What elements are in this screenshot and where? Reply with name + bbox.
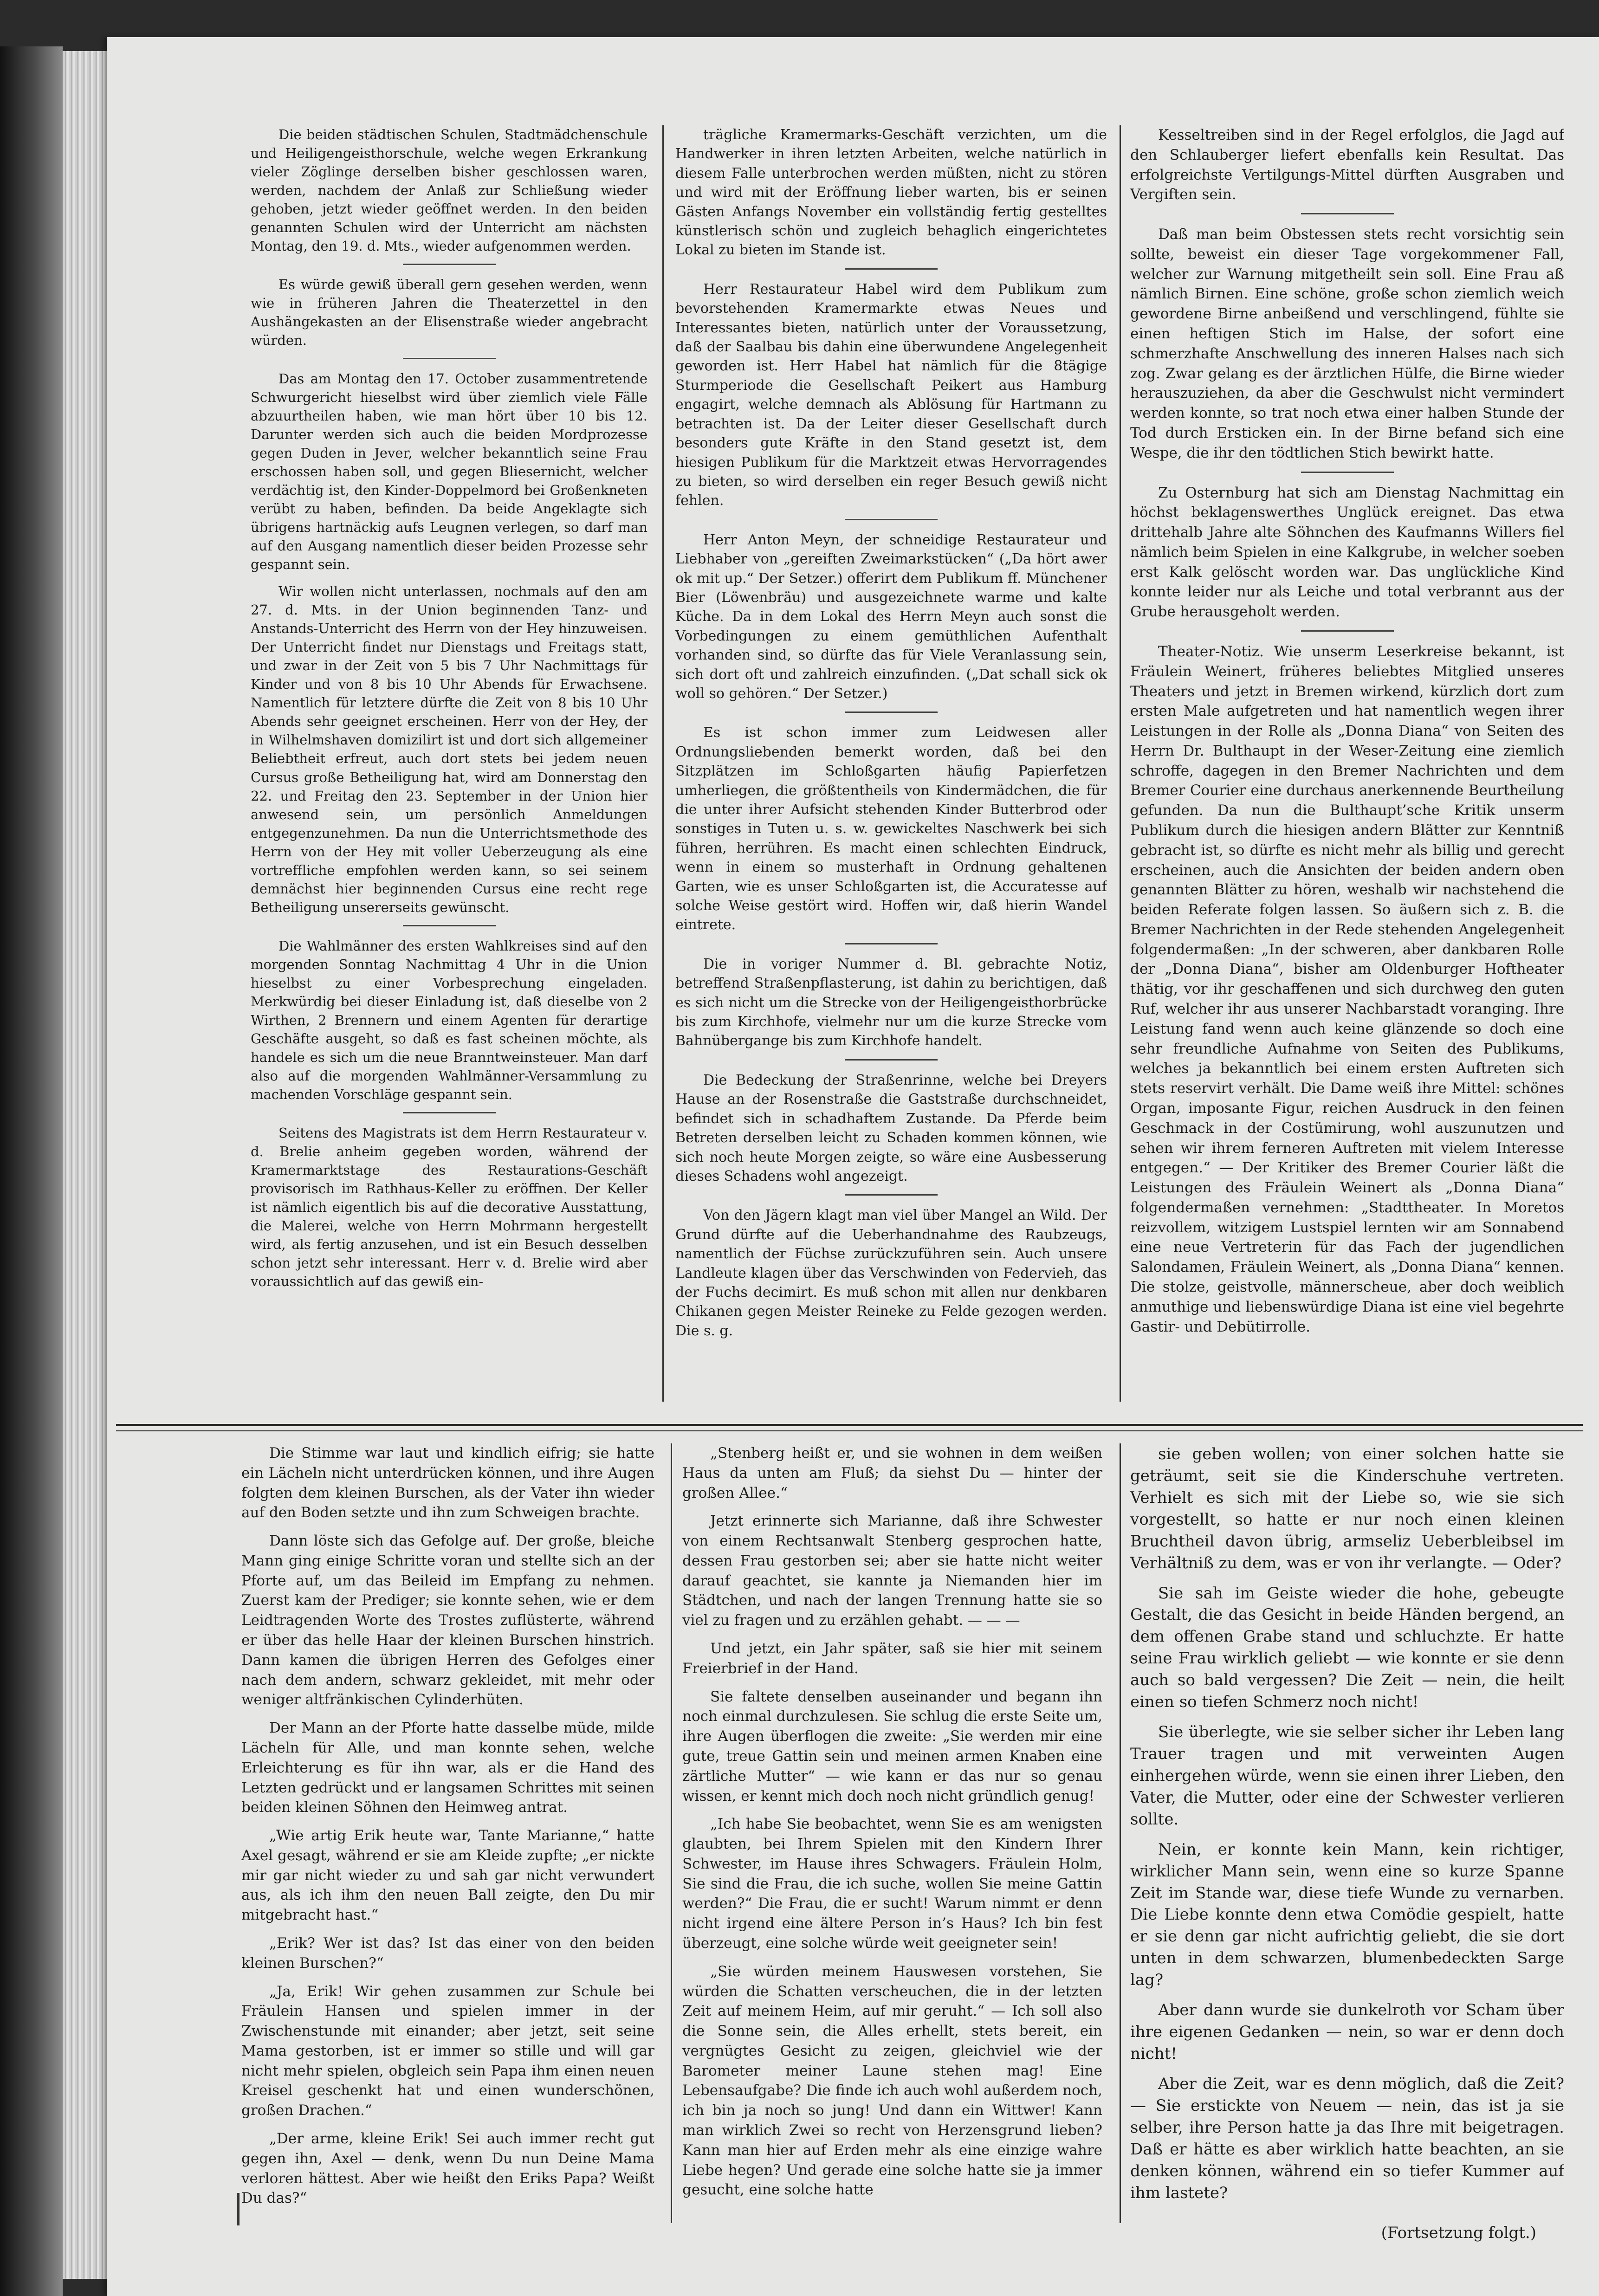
book-spine-shadow <box>0 46 63 2296</box>
column-rule <box>662 125 664 1402</box>
continuation-note: (Fortsetzung folgt.) <box>1381 2224 1536 2243</box>
article-obstessen: Daß man beim Obstessen stets recht vorsichtig sein sollte, beweist ein dieser Tage vorgekommener Fall, welcher zur Warnung mitgetheilt sein soll. Eine Frau aß nämlich Birnen. Eine schöne, große schon ziemlich weich gewordene Birne anbeißend und verschlingend, fühlte sie einen heftigen Stich im Halse, der sofort eine schmerzhafte Anschwellung des inneren Halses nach sich zog. Zwar gelang es der ärztlichen Hülfe, die Birne wieder herauszuziehen, da aber die Geschwulst nicht vermindert werden konnte, so trat noch etwa einer halben Stunde der Tod durch Ersticken ein. In der Birne befand sich eine Wespe, die ihr den tödtlichen Stich bewirkt hatte. <box>1130 226 1564 461</box>
article-strassenpflasterung: Die in voriger Nummer d. Bl. gebrachte Notiz, betreffend Straßenpflasterung, ist dahin zu berichtigen, daß es sich nicht um die Strecke von der Heiligengeisthorbrücke bis zum Kirchhofe, vielmehr nur um die kurze Strecke vom Bahnübergange bis zum Kirchhofe handelt. <box>675 956 1107 1049</box>
story-paragraph: Jetzt erinnerte sich Marianne, daß ihre Schwester von einem Rechtsanwalt Stenberg gesprochen hatte, dessen Frau gestorben sei; aber sie hatte nicht weiter darauf geachtet, sie kannte ja Niemanden hier im Städtchen, und nach der langen Trennung hatte sie so viel zu fragen und zu erzählen gehabt. — — — <box>682 1513 1102 1629</box>
story-paragraph: Aber dann wurde sie dunkelroth vor Scham über ihre eigenen Gedanken — nein, so war er denn doch nicht! <box>1130 2001 1564 2063</box>
lower-column-3 <box>1130 1443 1564 2260</box>
story-paragraph: sie geben wollen; von einer solchen hatte sie geträumt, seit sie die Kinderschuhe vertreten. Verhielt es sich mit der Liebe so, wie sie sich vorgestellt, so hatte er nur noch einen kleinen Bruchtheil davon übrig, armseliz Ueberbleibsel im Verhältniß zu dem, was er von ihr verlangte. — Oder? <box>1130 1445 1564 1572</box>
article-strassenrinne: Die Bedeckung der Straßenrinne, welche bei Dreyers Hause an der Rosenstraße die Gaststraße durchschneidet, befindet sich in schadhaftem Zustande. Da Pferde beim Betreten derselben leicht zu Schaden kommen können, wie sich noch heute Morgen zeigte, so wäre eine Ausbesserung dieses Schadens wohl angezeigt. <box>675 1072 1107 1184</box>
article-theater-notiz: Theater-Notiz. Wie unserm Leserkreise bekannt, ist Fräulein Weinert, früheres beliebtes Mitglied unseres Theaters und jetzt in Bremen wirkend, kürzlich dort zum ersten Male aufgetreten und hat namentlich wegen ihrer Leistungen in der Rolle als „Donna Diana“ von Seiten des Herrn Dr. Bulthaupt in der Weser-Zeitung eine ziemlich schroffe, dagegen in den Bremer Nachrichten und dem Bremer Courier eine durchaus anerkennende Beurtheilung gefunden. Da nun die Bulthaupt’sche Kritik unserm Publikum durch die hiesigen andern Blätter zur Kenntniß gebracht ist, so dürfte es nicht mehr als billig und gerecht erscheinen, auch die Ansichten der beiden andern oben genannten Blätter zu hören, weshalb wir nachstehend die beiden Referate folgen lassen. So äußern sich z. B. die Bremer Nachrichten in der Rede stehenden Angelegenheit folgendermaßen: „In der schweren, aber dankbaren Rolle der „Donna Diana“, bisher am Oldenburger Hoftheater thätig, vor ihr geschaffenen und sich durchweg den guten Ruf, welcher ihr aus unserer Nachbarstadt voranging. Ihre Leistung fand wenn auch keine glänzende so doch eine sehr freundliche Aufnahme von Seiten des Publikums, welches ja bekanntlich bei einem ersten Auftreten sich stets reservirt verhält. Die Dame weiß ihre Mittel: schönes Organ, imposante Figur, reichen Ausdruck in den feinen Geschmack in der Costümirung, wohl auszunutzen und sehen wir ihrem ferneren Auftreten mit vielem Interesse entgegen.“ — Der Kritiker des Bremer Courier läßt die Leistungen des Fräulein Weinert als „Donna Diana“ folgendermaßen vernehmen: „Stadttheater. In Moretos reizvollem, witzigem Lustspiel lernten wir am Sonnabend eine neue Vertreterin für das Fach der jugendlichen Salondamen, Fräulein Weinert, als „Donna Diana“ kennen. Die stolze, geistvolle, männerscheue, aber doch weiblich anmuthige und liebenswürdige Diana ist eine viel begehrte Gastir- und Debütirrolle. <box>1130 643 1564 1335</box>
separator <box>403 925 496 926</box>
story-paragraph: „Ich habe Sie beobachtet, wenn Sie es am wenigsten glaubten, bei Ihrem Spielen mit den Kindern Ihrer Schwester, im Hause ihres Schwagers. Fräulein Holm, Sie sind die Frau, die ich suche, wollen Sie meine Gattin werden?“ Die Frau, die er sucht! Warum nimmt er denn nicht irgend eine ältere Person in’s Haus? Ich bin fest überzeugt, eine solche würde weit geeigneter sein! <box>682 1816 1102 1952</box>
lower-column-1 <box>241 1443 654 2260</box>
story-paragraph: Die Stimme war laut und kindlich eifrig; sie hatte ein Lächeln nicht unterdrücken können, und ihre Augen folgten dem kleinen Burschen, als der Vater ihn wieder auf den Boden setzte und ihn zum Schweigen brachte. <box>241 1445 654 1521</box>
article-tanzunterricht: Wir wollen nicht unterlassen, nochmals auf den am 27. d. Mts. in der Union beginnenden Tanz- und Anstands-Unterricht des Herrn von der Hey hinzuweisen. Der Unterricht findet nur Dienstags und Freitags statt, und zwar in der Zeit von 5 bis 7 Uhr Nachmittags für Kinder und von 8 bis 10 Uhr Abends für Erwachsene. Namentlich für letztere dürfte die Zeit von 8 bis 10 Uhr Abends sehr geeignet erscheinen. Herr von der Hey, der in Wilhelmshaven domizilirt ist und dort sich allgemeiner Beliebtheit erfreut, auch dort stets bei jedem neuen Cursus große Betheiligung hat, wird am Donnerstag den 22. und Freitag den 23. September in der Union hier anwesend sein, um persönlich Anmeldungen entgegenzunehmen. Da nun die Unterrichtsmethode des Herrn von der Hey mit voller Ueberzeugung als eine vortreffliche empfohlen werden kann, so sei seinem demnächst hier beginnenden Cursus eine recht rege Betheiligung unsererseits gewünscht. <box>251 583 647 915</box>
column-rule <box>1120 125 1121 1402</box>
article-habel: Herr Restaurateur Habel wird dem Publikum zum bevorstehenden Kramermarkte etwas Neues und Interessantes bieten, natürlich unter der Voraussetzung, daß der Saalbau bis dahin eine überwundene Angelegenheit geworden ist. Herr Habel hat nämlich für die 8tägige Sturmperiode die Gesellschaft Peikert aus Hamburg engagirt, welche demnach als Ablösung für Hartmann zu betrachten ist. Da der Leiter dieser Gesellschaft durch besonders gute Kräfte in den Stand gesetzt ist, dem hiesigen Publikum für die Marktzeit etwas Hervorragendes zu bieten, so wird derselben ein reger Besuch gewiß nicht fehlen. <box>675 281 1107 509</box>
article-rathhaus-keller: Seitens des Magistrats ist dem Herrn Restaurateur v. d. Brelie anheim gegeben worden, während der Kramermarktstage des Restaurations-Geschäft provisorisch im Rathhaus-Keller zu eröffnen. Der Keller ist nämlich eigentlich bis auf die decorative Ausstattung, die Malerei, welche von Herrn Mohrmann hergestellt wird, als fertig anzusehen, und ist ein Besuch desselben schon jetzt sehr interessant. Herr v. d. Brelie wird aber voraussichtlich auf das gewiß ein- <box>251 1125 647 1289</box>
story-paragraph: Sie faltete denselben auseinander und begann ihn noch einmal durchzulesen. Sie schlug die erste Seite um, ihre Augen überflogen die zweite: „Sie werden mir eine gute, treue Gattin sein und meinen armen Knaben eine zärtliche Mutter“ — wie kann er das nur so genau wissen, er kennt mich doch noch nicht gründlich genug! <box>682 1688 1102 1804</box>
separator <box>845 519 938 520</box>
story-paragraph: Sie sah im Geiste wieder die hohe, gebeugte Gestalt, die das Gesicht in beide Händen bergend, an dem offenen Grabe stand und schluchzte. Er hatte seine Frau wirklich geliebt — wie konnte er sie denn auch so bald vergessen? Die Zeit — nein, die heilt einen so tiefen Schmerz noch nicht! <box>1130 1584 1564 1712</box>
separator <box>403 264 496 265</box>
article-wahlmaenner: Die Wahlmänner des ersten Wahlkreises sind auf den morgenden Sonntag Nachmittag 4 Uhr in die Union hieselbst zu einer Vorbesprechung eingeladen. Merkwürdig bei dieser Einladung ist, daß dieselbe von 2 Wirthen, 2 Brennern und einem Agenten für derartige Geschäfte ausgeht, so daß es fast scheinen möchte, als handele es sich um die neue Branntweinsteuer. Man darf also auf die morgenden Wahlmänner-Versammlung zu machenden Vorschläge gespannt sein. <box>251 938 647 1102</box>
separator <box>845 268 938 270</box>
margin-mark <box>237 2193 240 2225</box>
story-paragraph: „Der arme, kleine Erik! Sei auch immer recht gut gegen ihn, Axel — denk, wenn Du nun Deine Mama verloren hättest. Aber wie heißt den Eriks Papa? Weißt Du das?“ <box>241 2130 654 2207</box>
separator <box>403 358 496 359</box>
lower-column-2 <box>682 1443 1102 2260</box>
article-schulen: Die beiden städtischen Schulen, Stadtmädchenschule und Heiligengeisthorschule, welche wegen Erkrankung vieler Zöglinge derselben bisher geschlossen waren, werden, nachdem der Anlaß zur Schließung wieder gehoben, jetzt wieder geöffnet werden. In den beiden genannten Schulen wird der Unterricht am nächsten Montag, den 19. d. Mts., wieder aufgenommen werden. <box>251 127 647 254</box>
article-papierfetzen: Es ist schon immer zum Leidwesen aller Ordnungsliebenden bemerkt worden, daß bei den Sitzplätzen im Schloßgarten häufig Papierfetzen umherliegen, die größtentheils von Kindermädchen, die für die unter ihrer Aufsicht stehenden Kinder Butterbrod oder sonstiges in Tuten u. s. w. gewickeltes Naschwerk bei sich führen, herrühren. Es macht einen schlechten Eindruck, wenn in einem so musterhaft in Ordnung gehaltenen Garten, wie es unser Schloßgarten ist, die Accuratesse auf solche Weise gestört wird. Hoffen wir, daß hierin Wandel eintrete. <box>675 724 1107 933</box>
separator <box>1301 213 1394 214</box>
story-paragraph: Nein, er konnte kein Mann, kein richtiger, wirklicher Mann sein, wenn eine so kurze Spanne Zeit im Stande war, diese tiefe Wunde zu vernarben. Die Liebe konnte denn etwa Comödie gespielt, hatte er sie denn gar nicht aufrichtig geliebt, die sie dort unten in dem schwarzen, blumenbedeckten Sarge lag? <box>1130 1840 1564 1990</box>
feuilleton-divider-thin <box>116 1430 1583 1431</box>
article-osternburg: Zu Osternburg hat sich am Dienstag Nachmittag ein höchst beklagenswerthes Unglück ereignet. Das etwa drittehalb Jahre alte Söhnchen des Kaufmanns Willers fiel nämlich beim Spielen in eine Kalkgrube, in welcher soeben erst Kalk gelöscht worden war. Das unglückliche Kind konnte leider nur als Leiche und total verbrannt aus der Grube herausgeholt werden. <box>1130 484 1564 621</box>
article-meyn: Herr Anton Meyn, der schneidige Restaurateur und Liebhaber von „gereiften Zweimarkstücken“ („Da hört awer ok mit up.“ Der Setzer.) offerirt dem Publikum ff. Münchener Bier (Löwenbräu) und ausgezeichnete warme und kalte Küche. Da in dem Lokal des Herrn Meyn auch sonst die Vorbedingungen zu einem gemüthlichen Aufenthalt vorhanden sind, so dürfte das für Viele Veranlassung sein, sich dort oft und zahlreich einzufinden. („Dat schall sick ok woll so gehören.“ Der Setzer.) <box>675 531 1107 702</box>
page-edges <box>63 51 107 2279</box>
column-rule <box>1120 1443 1121 2223</box>
separator <box>845 943 938 944</box>
separator <box>1301 630 1394 632</box>
column-rule <box>671 1443 672 2223</box>
upper-column-1 <box>251 125 647 1402</box>
article-kesseltreiben: Kesseltreiben sind in der Regel erfolglos, die Jagd auf den Schlauberger liefert ebenfalls kein Resultat. Das erfolgreichste Vertilgungs-Mittel dürften Ausgraben und Vergiften sein. <box>1130 127 1564 203</box>
story-paragraph: „Wie artig Erik heute war, Tante Marianne,“ hatte Axel gesagt, während er sie am Kleide zupfte; „er nickte mir gar nicht wieder zu und sah gar nicht verwundert aus, als ich ihm den neuen Ball zeigte, den Du mir mitgebracht hast.“ <box>241 1827 654 1924</box>
upper-column-2 <box>675 125 1107 1402</box>
feuilleton-divider <box>116 1424 1583 1426</box>
separator <box>1301 472 1394 473</box>
story-paragraph: Der Mann an der Pforte hatte dasselbe müde, milde Lächeln für Alle, und man konnte sehen, welche Erleichterung es für ihn war, als er die Hand des Letzten gedrückt und er langsamen Schrittes mit seinen beiden kleinen Söhnen den Heimweg antrat. <box>241 1720 654 1816</box>
article-schwurgericht: Das am Montag den 17. October zusammentretende Schwurgericht hieselbst wird über ziemlich viele Fälle abzuurtheilen haben, wie man hört über 10 bis 12. Darunter werden sich auch die beiden Mordprozesse gegen Duden in Jever, welcher bekanntlich seine Frau erschossen haben soll, und gegen Bliesernicht, welcher verdächtig ist, den Kinder-Doppelmord bei Großenkneten verübt zu haben, befinden. Da beide Angeklagte sich übrigens hartnäckig aufs Leugnen verlegen, so darf man auf den Ausgang namentlich dieser beiden Prozesse sehr gespannt sein. <box>251 371 647 573</box>
separator <box>403 1112 496 1113</box>
story-paragraph: „Ja, Erik! Wir gehen zusammen zur Schule bei Fräulein Hansen und spielen immer in der Zwischenstunde mit einander; aber jetzt, seit seine Mama gestorben, ist er immer so stille und will gar nicht mehr spielen, obgleich sein Papa ihm einen neuen Kreisel geschenkt hat und einen wunderschönen, großen Drachen.“ <box>241 1983 654 2119</box>
story-paragraph: Sie überlegte, wie sie selber sicher ihr Leben lang Trauer tragen und mit verweinten Augen einhergehen würde, wenn sie einen ihrer Lieben, den Vater, die Mutter, oder eine der Schwester verlieren sollte. <box>1130 1723 1564 1829</box>
article-jaeger: Von den Jägern klagt man viel über Mangel an Wild. Der Grund dürfte auf die Ueberhandnahme des Raubzeugs, namentlich der Füchse zurückzuführen sein. Auch unsere Landleute klagen über das Verschwinden von Federvieh, das der Fuchs decimirt. Es muß schon mit allen nur denkbaren Chikanen gegen Meister Reineke zu Felde gezogen werden. Die s. g. <box>675 1207 1107 1339</box>
article-kramermarkt: trägliche Kramermarks-Geschäft verzichten, um die Handwerker in ihren letzten Arbeiten, welche natürlich in diesem Falle unterbrochen werden müßten, nicht zu stören und wird mit der Eröffnung lieber warten, bis er seinen Gästen Anfangs November ein vollständig fertig gestelltes künstlerisch schön und zugleich behaglich eingerichtetes Lokal zu bieten im Stande ist. <box>675 127 1107 259</box>
story-paragraph: „Sie würden meinem Hauswesen vorstehen, Sie würden die Schatten verscheuchen, die in der letzten Zeit auf meinem Heim, auf mir geruht.“ — Ich soll also die Sonne sein, die Alles erhellt, stets bereit, ein vergnügtes Gesicht zu zeigen, gleichviel wie der Barometer meiner Laune stehen mag! Eine Lebensaufgabe? Die finde ich auch wohl außerdem noch, ich bin ja noch so jung! Und dann ein Wittwer! Kann man wirklich Zwei so recht von Herzensgrund lieben? Kann man hier auf Erden mehr als eine einzige wahre Liebe hegen? Und gerade eine solche hatte sie ja immer gesucht, eine solche hatte <box>682 1963 1102 2199</box>
separator <box>845 1059 938 1061</box>
story-paragraph: Dann löste sich das Gefolge auf. Der große, bleiche Mann ging einige Schritte voran und stellte sich an der Pforte auf, um das Beileid im Empfang zu nehmen. Zuerst kam der Prediger; sie konnte sehen, wie er dem Leidtragenden Worte des Trostes zuflüsterte, während er über das helle Haar der kleinen Burschen hinstrich. Dann kamen die übrigen Herren des Gefolges einer nach dem andern, schwarz gekleidet, mit mehr oder weniger altfränkischen Cylinderhüten. <box>241 1533 654 1708</box>
separator <box>845 1194 938 1196</box>
story-paragraph: „Erik? Wer ist das? Ist das einer von den beiden kleinen Burschen?“ <box>241 1934 654 1972</box>
separator <box>845 711 938 713</box>
story-paragraph: Aber die Zeit, war es denn möglich, daß die Zeit? — Sie erstickte von Neuem — nein, das ist ja sie selber, ihre Person hatte ja das Ihre mit beigetragen. Daß er hätte es aber wirklich hatte beachten, an sie denken können, während ein so tiefer Kummer auf ihm lastete? <box>1130 2074 1564 2202</box>
article-theaterzettel: Es würde gewiß überall gern gesehen werden, wenn wie in früheren Jahren die Theaterzettel in den Aushängekasten an der Elisenstraße wieder angebracht würden. <box>251 277 647 349</box>
story-paragraph: „Stenberg heißt er, und sie wohnen in dem weißen Haus da unten am Fluß; da siehst Du — hinter der großen Allee.“ <box>682 1445 1102 1501</box>
story-paragraph: Und jetzt, ein Jahr später, saß sie hier mit seinem Freierbrief in der Hand. <box>682 1640 1102 1677</box>
upper-column-3 <box>1130 125 1564 1402</box>
